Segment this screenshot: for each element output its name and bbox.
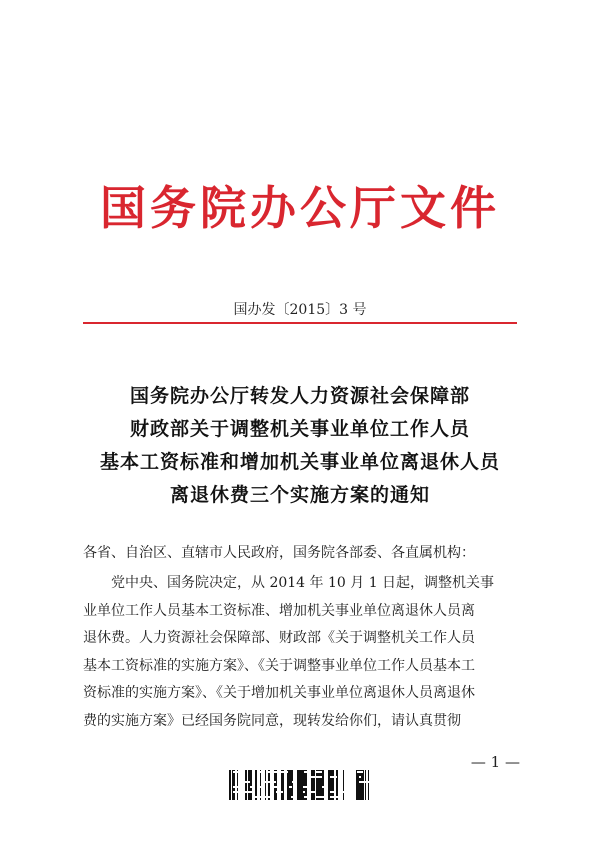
notice-title [0, 380, 600, 512]
red-divider-line [83, 322, 517, 324]
body-line: 退休费。人力资源社会保障部、财政部《关于调整机关工作人员 [83, 630, 475, 646]
notice-title-line: 国务院办公厅转发人力资源社会保障部 [129, 385, 470, 407]
body-line: 基本工资标准的实施方案》、《关于调整事业单位工作人员基本工 [83, 657, 475, 674]
body-text [83, 570, 523, 735]
barcode-image [229, 770, 371, 800]
page-number: — 1 — [470, 753, 520, 771]
notice-title-line: 财政部关于调整机关事业单位工作人员 [129, 418, 470, 440]
notice-title-line: 基本工资标准和增加机关事业单位离退休人员 [99, 451, 500, 473]
body-line: 党中央、国务院决定，从 2014 年 10 月 1 日起，调整机关事 [111, 575, 495, 591]
masthead-title: 国务院办公厅文件 [100, 181, 500, 235]
body-line: 资标准的实施方案》、《关于增加机关事业单位离退休人员离退休 [83, 685, 475, 701]
notice-title-line: 离退休费三个实施方案的通知 [169, 484, 430, 506]
document-number: 国办发〔2015〕3 号 [233, 302, 367, 318]
recipient-line: 各省、自治区、直辖市人民政府，国务院各部委、各直属机构： [83, 545, 475, 561]
body-line: 业单位工作人员基本工资标准、增加机关事业单位离退休人员离 [83, 602, 475, 619]
body-line: 费的实施方案》已经国务院同意，现转发给你们，请认真贯彻 [83, 712, 461, 729]
